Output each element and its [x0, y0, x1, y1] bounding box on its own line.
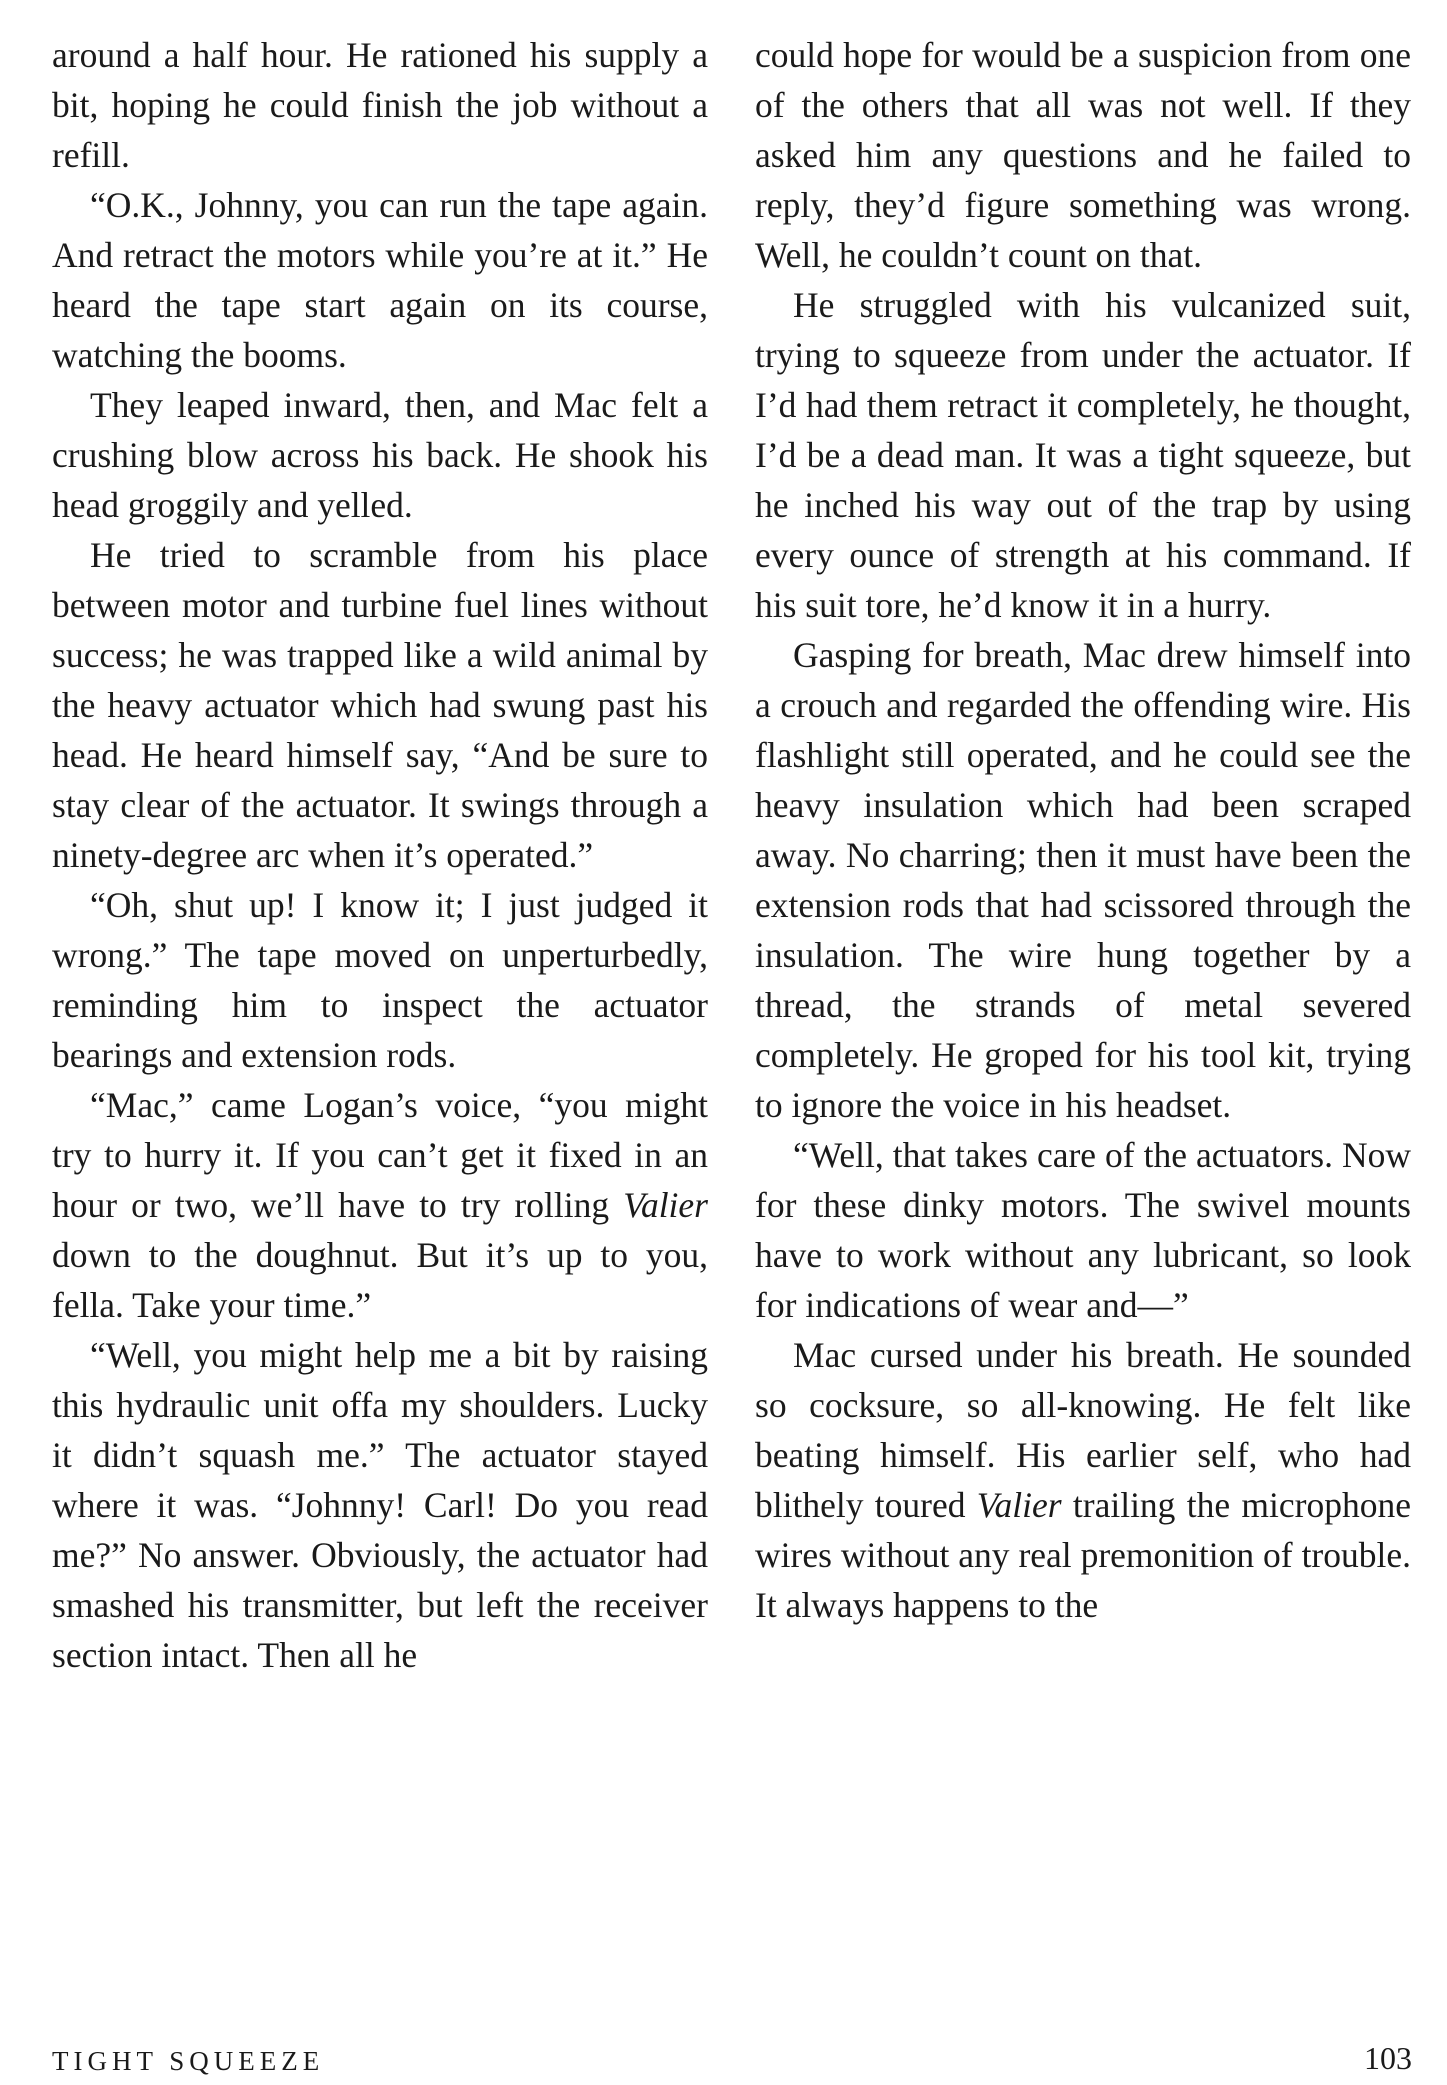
text-run: “Mac,” came Logan’s voice, “you might try to hurry it. If you can’t get it fixed in an hour or two, we’ll have to try rolling	[52, 1085, 708, 1225]
page-footer	[52, 2040, 1412, 2080]
page-number: 103	[1364, 2040, 1412, 2076]
ship-name: Valier	[976, 1485, 1062, 1525]
paragraph: around a half hour. He rationed his supply a bit, hoping he could finish the job without a refill.	[52, 35, 708, 175]
paragraph: He struggled with his vulcanized suit, trying to squeeze from under the actuator. If I’d had them retract it completely, he thought, I’d be a dead man. It was a tight squeeze, but he inched his way out of the trap by using every ounce of strength at his command. If his suit tore, he’d know it in a hurry.	[755, 285, 1411, 625]
paragraph	[52, 1080, 708, 1330]
paragraph: They leaped inward, then, and Mac felt a crushing blow across his back. He shook his head groggily and yelled.	[52, 385, 708, 525]
paragraph	[755, 1330, 1411, 1630]
paragraph: “Oh, shut up! I know it; I just judged it wrong.” The tape moved on unperturbedly, reminding him to inspect the actuator bearings and extension rods.	[52, 885, 708, 1075]
text-run: down to the doughnut. But it’s up to you, fella. Take your time.”	[52, 1235, 708, 1325]
paragraph: Gasping for breath, Mac drew himself into a crouch and regarded the offending wire. His flashlight still operated, and he could see the heavy insulation which had been scraped away. No charring; then it must have been the extension rods that had scissored through the insulation. The wire hung together by a thread, the strands of metal severed completely. He groped for his tool kit, trying to ignore the voice in his headset.	[755, 635, 1411, 1125]
left-column	[52, 30, 708, 1680]
running-head: TIGHT SQUEEZE	[52, 2046, 325, 2076]
right-column	[755, 30, 1411, 1630]
text-run: trailing the microphone wires without any real premonition of trouble. It always happens to the	[755, 1485, 1411, 1625]
ship-name: Valier	[623, 1185, 708, 1225]
paragraph: “Well, that takes care of the actuators. Now for these dinky motors. The swivel mounts have to work without any lubricant, so look for indications of wear and—”	[755, 1135, 1411, 1325]
paragraph: “O.K., Johnny, you can run the tape again. And retract the motors while you’re at it.” He heard the tape start again on its course, watching the booms.	[52, 185, 708, 375]
paragraph: “Well, you might help me a bit by raising this hydraulic unit offa my shoulders. Lucky it didn’t squash me.” The actuator stayed where it was. “Johnny! Carl! Do you read me?” No answer. Obviously, the actuator had smashed his transmitter, but left the receiver section intact. Then all he	[52, 1335, 708, 1675]
text-run: Mac cursed under his breath. He sounded so cocksure, so all-knowing. He felt like beating himself. His earlier self, who had blithely toured	[755, 1335, 1411, 1525]
paragraph: could hope for would be a suspicion from one of the others that all was not well. If they asked him any questions and he failed to reply, they’d figure something was wrong. Well, he couldn’t count on that.	[755, 35, 1411, 275]
paragraph: He tried to scramble from his place between motor and turbine fuel lines without success; he was trapped like a wild animal by the heavy actuator which had swung past his head. He heard himself say, “And be sure to stay clear of the actuator. It swings through a ninety-degree arc when it’s operated.”	[52, 535, 708, 875]
